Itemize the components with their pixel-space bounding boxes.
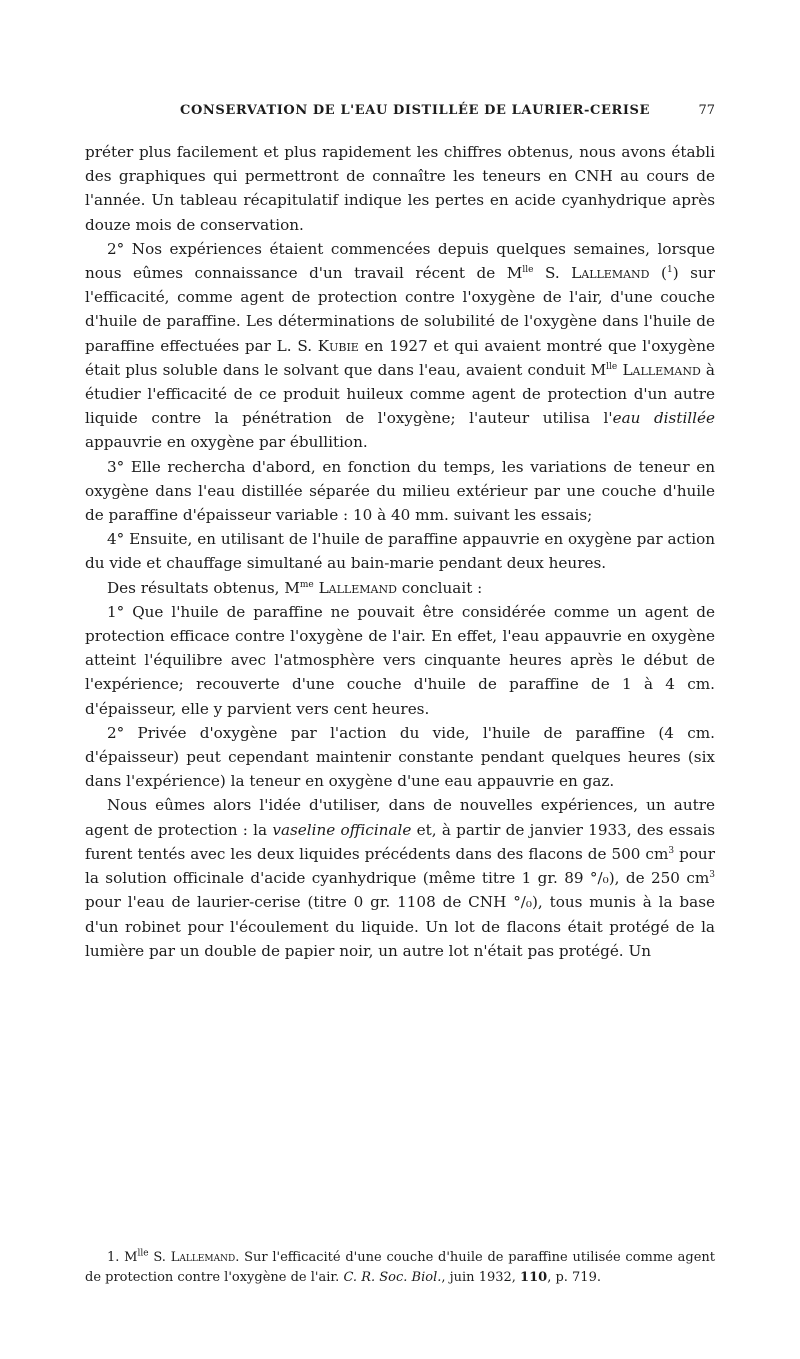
- page-number: 77: [698, 103, 715, 118]
- paragraph-1: préter plus facilement et plus rapidement les chiffres obtenus, nous avons établi des graphiques qui permettront de connaître les teneurs en CNH au cours de l'année. Un tableau récapitulatif indique les pertes en acide cyanhydrique après douze mois de conservation.: [85, 143, 715, 234]
- author-name: Lallemand: [622, 360, 701, 379]
- text-run: et, à partir de janvier 1933, des essais furent tentés avec les deux liquides précédents dans des flacons de 500 cm: [85, 820, 715, 863]
- superscript: lle: [522, 264, 534, 275]
- footnote-ref: 1: [666, 264, 673, 275]
- text-run: pour l'eau de laurier-cerise (titre 0 gr. 1108 de CNH °/₀), tous munis à la base d'un robinet pour l'écoulement du liquide. Un lot de flacons était protégé de la lumière par un double de papier noir, un autre lot n'était pas protégé. Un: [85, 893, 715, 960]
- footnote-1: [85, 1248, 715, 1288]
- superscript: 3: [709, 870, 715, 881]
- page-header: [85, 103, 715, 125]
- text-run: , juin 1932,: [441, 1270, 521, 1285]
- text-run: Des résultats obtenus, M: [107, 578, 300, 597]
- volume-number: 110: [520, 1270, 548, 1285]
- text-run: S.: [148, 1250, 171, 1265]
- running-title: CONSERVATION DE L'EAU DISTILLÉE DE LAURIER-CERISE: [180, 103, 651, 118]
- text-run: , p. 719.: [547, 1270, 601, 1285]
- author-name: Lallemand: [170, 1250, 236, 1265]
- italic-term: eau distillée: [612, 409, 715, 428]
- text-run: Nous eûmes alors l'idée d'utiliser, dans de nouvelles expériences, un autre agent de protection : la: [85, 796, 715, 839]
- paragraph-6: 1° Que l'huile de paraffine ne pouvait être considérée comme un agent de protection efficace contre l'oxygène de l'air. En effet, l'eau appauvrie en oxygène atteint l'équilibre avec l'atmosphère vers cinquante heures après le début de l'expérience; recouverte d'une couche d'huile de paraffine de 1 à 4 cm. d'épaisseur, elle y parvient vers cent heures.: [85, 602, 715, 718]
- main-text: [85, 140, 715, 963]
- italic-term: vaseline officinale: [272, 820, 412, 839]
- text-run: concluait :: [396, 578, 483, 597]
- paragraph-8: [85, 793, 715, 962]
- text-run: (: [649, 264, 667, 283]
- paragraph-5: [85, 576, 715, 600]
- paragraph-4: 4° Ensuite, en utilisant de l'huile de paraffine appauvrie en oxygène par action du vide et chauffage simultané au bain-marie pendant deux heures.: [85, 530, 715, 573]
- superscript: me: [299, 579, 314, 590]
- author-name: Lallemand: [571, 264, 650, 283]
- superscript: 3: [668, 845, 675, 856]
- superscript: lle: [606, 361, 618, 372]
- text-run: appauvrie en oxygène par ébullition.: [85, 433, 368, 452]
- text-run: ) sur l'efficacité, comme agent de protection contre l'oxygène de l'air, d'une couche d'huile de paraffine. Les déterminations de solubilité de l'oxygène dans l'huile de paraffine effectuées par L. S.: [85, 264, 715, 355]
- author-name: Lallemand: [318, 578, 397, 597]
- paragraph-2: [85, 237, 715, 455]
- text-run: pour la solution officinale d'acide cyanhydrique (même titre 1 gr. 89 °/₀), de 250 cm: [85, 844, 715, 888]
- paragraph-3: 3° Elle rechercha d'abord, en fonction du temps, les variations de teneur en oxygène dans l'eau distillée séparée du milieu extérieur par une couche d'huile de paraffine d'épaisseur variable : 10 à 40 mm. suivant les essais;: [85, 457, 715, 525]
- paragraph-7: 2° Privée d'oxygène par l'action du vide, l'huile de paraffine (4 cm. d'épaisseur) peut cependant maintenir constante pendant quelques heures (six dans l'expérience) la teneur en oxygène d'une eau appauvrie en gaz.: [85, 723, 715, 791]
- author-name: Kubie: [317, 336, 359, 355]
- journal-title: C. R. Soc. Biol.: [343, 1270, 442, 1285]
- text-run: en 1927 et qui avaient montré que l'oxygène était plus soluble dans le solvant que dans l'eau, avaient conduit M: [85, 336, 715, 379]
- text-run: 2° Nos expériences étaient commencées depuis quelques semaines, lorsque nous eûmes connaissance d'un travail récent de M: [85, 239, 715, 283]
- text-run: . Sur l'efficacité d'une couche d'huile de paraffine utilisée comme agent de protection contre l'oxygène de l'air.: [85, 1250, 716, 1285]
- text-run: à étudier l'efficacité de ce produit huileux comme agent de protection d'un autre liquide contre la pénétration de l'oxygène; l'auteur utilisa l': [85, 360, 715, 428]
- superscript: lle: [137, 1248, 149, 1259]
- footnote: [85, 1248, 715, 1288]
- text-run: S.: [533, 264, 572, 283]
- text-run: 1. M: [107, 1250, 138, 1265]
